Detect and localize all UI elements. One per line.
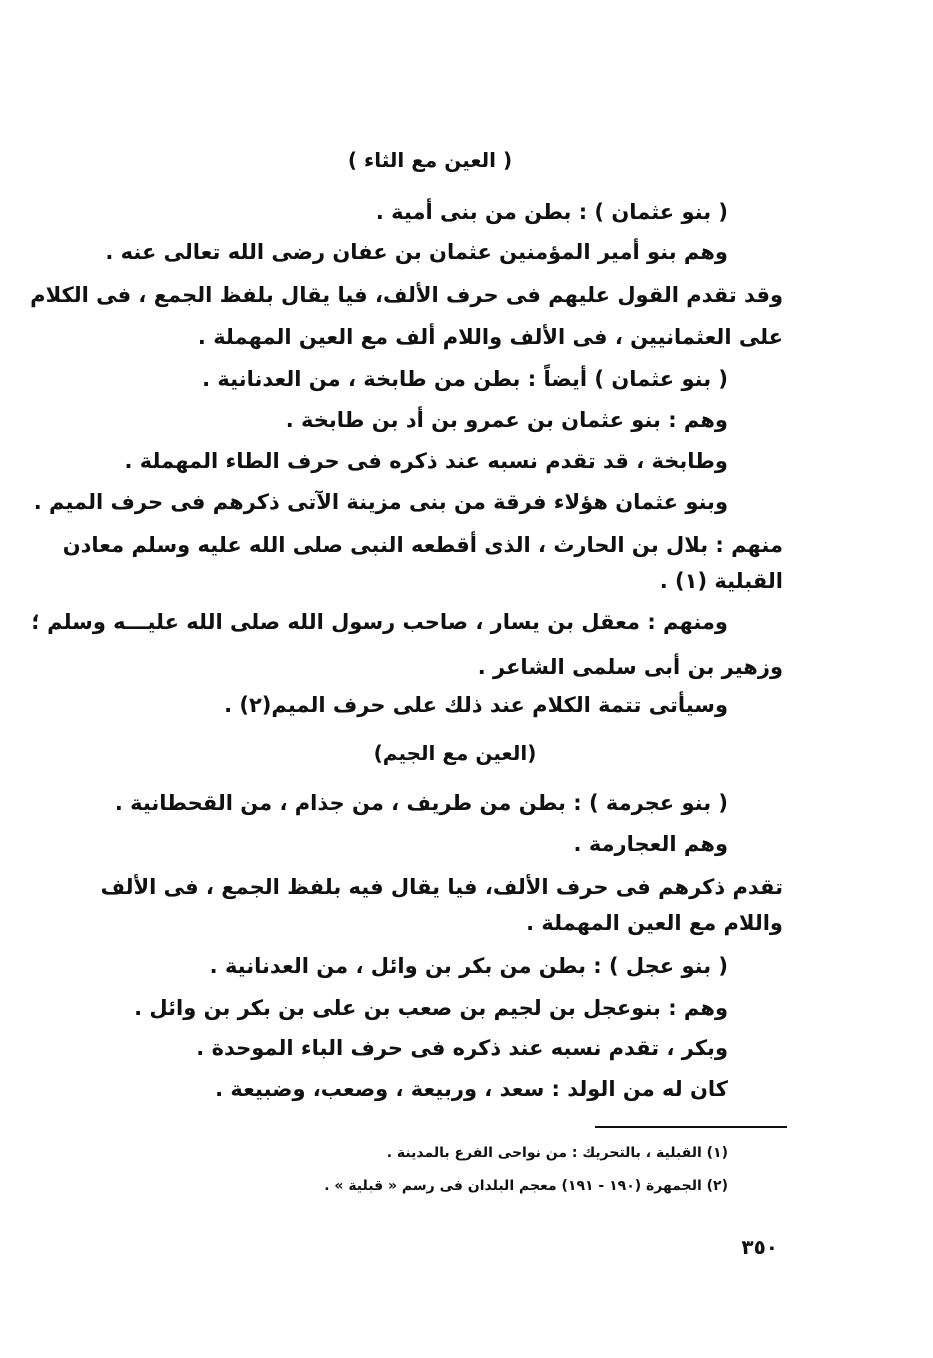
text-line: ( بنو عثمان ) : بطن من بنى أمية . [375, 200, 728, 224]
text-line: وسيأتى تتمة الكلام عند ذلك على حرف الميم(٢) . [224, 693, 728, 717]
text-line: تقدم ذكرهم فى حرف الألف، فيا يقال فيه بلفظ الجمع ، فى الألف [100, 875, 783, 899]
text-line: وقد تقدم القول عليهم فى حرف الألف، فيا يقال بلفظ الجمع ، فى الكلام [30, 283, 783, 307]
text-line: منهم : بلال بن الحارث ، الذى أقطعه النبى صلى الله عليه وسلم معادن [62, 533, 783, 557]
text-line: وهم بنو أمير المؤمنين عثمان بن عفان رضى الله تعالى عنه . [105, 240, 728, 264]
page-number: ٣٥٠ [741, 1235, 778, 1259]
text-line: وهم العجارمة . [573, 832, 728, 856]
text-line: وطابخة ، قد تقدم نسبه عند ذكره فى حرف الطاء المهملة . [124, 449, 728, 473]
text-line: وهم : بنو عثمان بن عمرو بن أد بن طابخة . [285, 408, 728, 432]
text-line: على العثمانيين ، فى الألف واللام ألف مع العين المهملة . [197, 325, 783, 349]
footnote-divider [595, 1126, 787, 1128]
text-line: ( بنو عجل ) : بطن من بكر بن وائل ، من العدنانية . [209, 954, 728, 978]
text-line: ومنهم : معقل بن يسار ، صاحب رسول الله صلى الله عليـــه وسلم ؛ [31, 610, 728, 634]
section-heading-jim: (العين مع الجيم) [373, 741, 537, 765]
text-line: وزهير بن أبى سلمى الشاعر . [477, 655, 783, 679]
text-line: القبلية (١) . [659, 569, 783, 593]
section-heading-tha: ( العين مع الثاء ) [347, 148, 513, 172]
text-line: واللام مع العين المهملة . [526, 911, 783, 935]
text-line: وهم : بنوعجل بن لجيم بن صعب بن على بن بكر بن وائل . [134, 996, 728, 1020]
text-line: ( بنو عجرمة ) : بطن من طريف ، من جذام ، من القحطانية . [114, 791, 728, 815]
text-line: وبنو عثمان هؤلاء فرقة من بنى مزينة الآتى ذكرهم فى حرف الميم . [33, 490, 728, 514]
text-line: وبكر ، تقدم نسبه عند ذكره فى حرف الباء الموحدة . [196, 1036, 728, 1060]
text-line: كان له من الولد : سعد ، وربيعة ، وصعب، وضبيعة . [215, 1077, 728, 1101]
footnote-2: (٢) الجمهرة (١٩٠ - ١٩١) معجم البلدان فى رسم « قبلية » . [324, 1178, 728, 1194]
text-line: ( بنو عثمان ) أيضاً : بطن من طابخة ، من العدنانية . [202, 367, 728, 391]
footnote-1: (١) القبلية ، بالتحريك : من نواحى الفرع بالمدينة . [386, 1145, 728, 1161]
